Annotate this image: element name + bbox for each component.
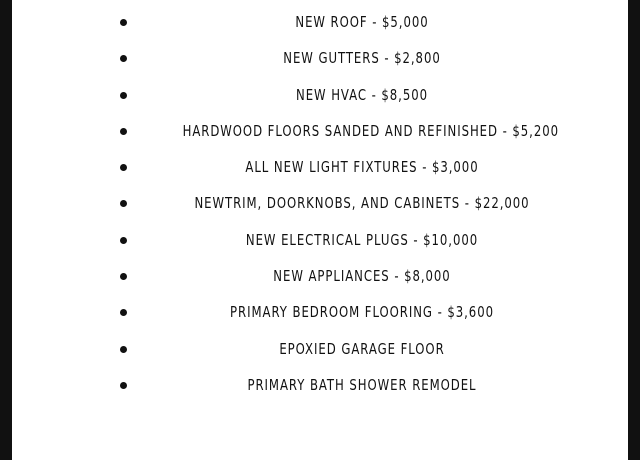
list-item (12, 40, 628, 76)
list-item-text: EPOXIED GARAGE FLOOR (279, 339, 445, 358)
list-item-text: NEWTRIM, DOORKNOBS, AND CABINETS - $22,000 (194, 194, 530, 213)
bullet-icon (120, 309, 127, 316)
list-item-text: PRIMARY BEDROOM FLOORING - $3,600 (230, 303, 494, 322)
list-item (12, 222, 628, 258)
bullet-icon (120, 237, 127, 244)
list-item-text: ALL NEW LIGHT FIXTURES - $3,000 (245, 158, 479, 177)
list-item (12, 185, 628, 221)
bullet-icon (120, 346, 127, 353)
list-item (12, 4, 628, 40)
list-item (12, 294, 628, 330)
bullet-icon (120, 128, 127, 135)
bullet-icon (120, 19, 127, 26)
list-item-text: NEW APPLIANCES - $8,000 (273, 267, 451, 286)
bullet-icon (120, 55, 127, 62)
bullet-icon (120, 200, 127, 207)
bullet-icon (120, 382, 127, 389)
list-item-text: NEW HVAC - $8,500 (296, 85, 428, 104)
list-item (12, 77, 628, 113)
list-item (12, 113, 628, 149)
renovation-list (12, 4, 628, 403)
list-item (12, 331, 628, 367)
bullet-icon (120, 164, 127, 171)
list-item-text: NEW ROOF - $5,000 (295, 13, 429, 31)
list-item-text: NEW GUTTERS - $2,800 (283, 49, 441, 68)
list-item-text: HARDWOOD FLOORS SANDED AND REFINISHED - $5,200 (182, 121, 559, 140)
bullet-icon (120, 92, 127, 99)
document-page (12, 0, 628, 460)
bullet-icon (120, 273, 127, 280)
list-item (12, 258, 628, 294)
list-item-text: NEW ELECTRICAL PLUGS - $10,000 (245, 230, 479, 249)
list-item (12, 149, 628, 185)
list-item-text: PRIMARY BATH SHOWER REMODEL (247, 375, 477, 394)
list-item (12, 367, 628, 403)
